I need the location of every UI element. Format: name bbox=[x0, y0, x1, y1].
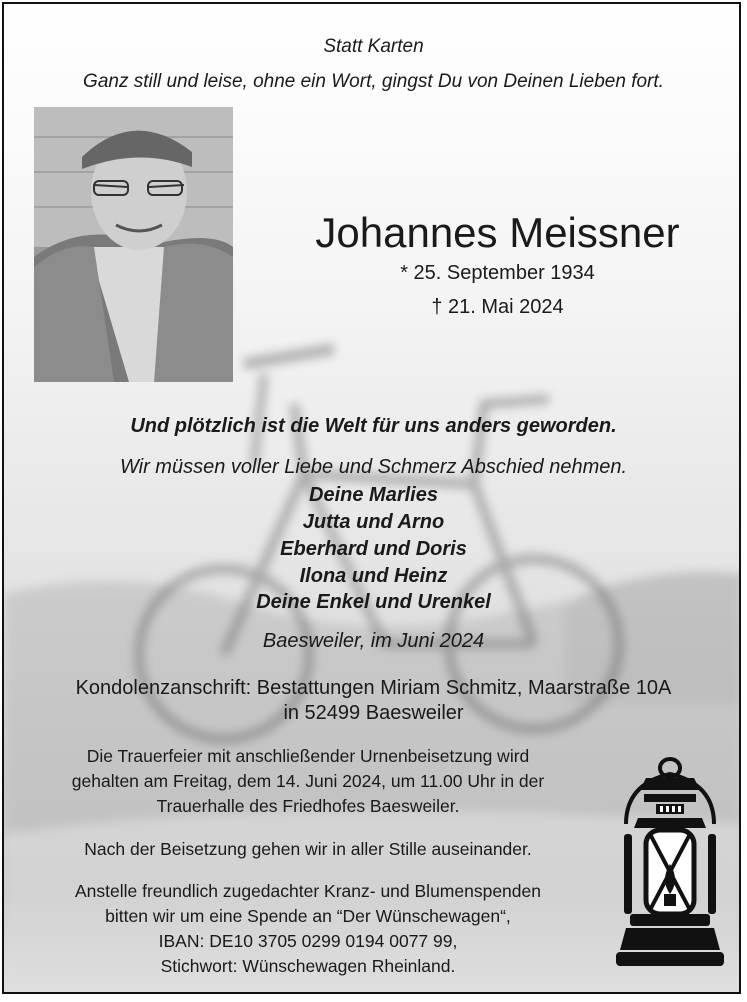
donation-line: Stichwort: Wünschewagen Rheinland. bbox=[160, 956, 456, 976]
funeral-line: Trauerhalle des Friedhofes Baesweiler. bbox=[156, 796, 460, 816]
mourner: Deine Marlies bbox=[309, 484, 438, 506]
condolence-address: Kondolenzanschrift: Bestattungen Miriam Schmitz, Maarstraße 10A bbox=[75, 677, 672, 699]
funeral-line: gehalten am Freitag, dem 14. Juni 2024, um 11.00 Uhr in der bbox=[71, 771, 545, 791]
death-date: † 21. Mai 2024 bbox=[431, 296, 564, 318]
donation-line: IBAN: DE10 3705 0299 0194 0077 99, bbox=[158, 931, 458, 951]
mourner: Ilona und Heinz bbox=[299, 565, 448, 587]
funeral-line: Die Trauerfeier mit anschließender Urnenbeisetzung wird bbox=[86, 746, 530, 766]
birth-date: * 25. September 1934 bbox=[400, 262, 595, 284]
lantern-icon bbox=[616, 754, 724, 974]
donation-line: Anstelle freundlich zugedachter Kranz- und Blumenspenden bbox=[75, 881, 541, 901]
portrait-illustration bbox=[34, 107, 233, 382]
after-burial: Nach der Beisetzung gehen wir in aller Stille auseinander. bbox=[84, 839, 532, 859]
deceased-name: Johannes Meissner bbox=[315, 209, 680, 256]
mourner: Deine Enkel und Urenkel bbox=[256, 591, 491, 613]
obituary-notice bbox=[2, 2, 741, 994]
farewell-line: Wir müssen voller Liebe und Schmerz Abschied nehmen. bbox=[119, 456, 628, 478]
donation-line: bitten wir um eine Spende an “Der Wünschewagen“, bbox=[105, 906, 511, 926]
condolence-city: in 52499 Baesweiler bbox=[283, 702, 464, 724]
statt-karten: Statt Karten bbox=[323, 36, 424, 57]
mourner: Eberhard und Doris bbox=[280, 538, 467, 560]
headline: Und plötzlich ist die Welt für uns anders geworden. bbox=[130, 415, 617, 437]
place-date: Baesweiler, im Juni 2024 bbox=[262, 630, 485, 652]
portrait-photo bbox=[34, 107, 233, 382]
opening-verse: Ganz still und leise, ohne ein Wort, gingst Du von Deinen Lieben fort. bbox=[83, 71, 664, 92]
mourner: Jutta und Arno bbox=[302, 511, 445, 533]
